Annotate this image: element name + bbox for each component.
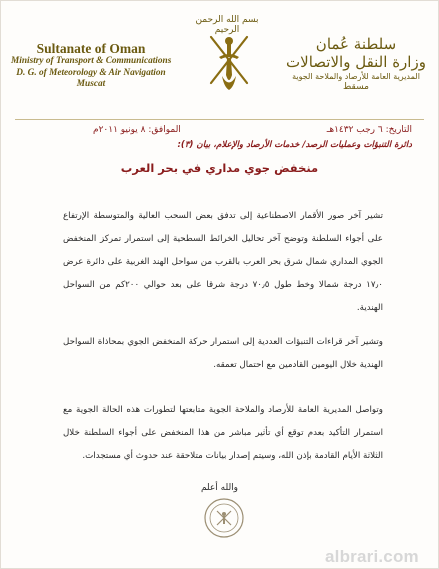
gregorian-date: الموافق: ٨ يونيو ٢٠١١م: [93, 125, 181, 135]
english-letterhead: [11, 41, 171, 91]
english-city-name: Muscat: [76, 79, 106, 89]
english-directorate-name: D. G. of Meteorology & Air Navigation: [16, 67, 166, 78]
oman-national-emblem-icon: [201, 29, 257, 93]
reference-line: دائرة التنبؤات وعمليات الرصد/ خدمات الأرصاد والإعلام، بيان (٣):: [177, 140, 412, 150]
emblem-caption: بسم الله الرحمن الرحيم: [195, 15, 259, 35]
site-watermark: albrari.com: [325, 547, 419, 566]
ministry-seal-icon: [203, 497, 245, 539]
arabic-city-name: مسقط: [343, 82, 369, 92]
body-paragraph: تشير آخر صور الأقمار الاصطناعية إلى تدفق بعض السحب العالية والمتوسطة الإرتفاع على أجواء السلطنة وتوضح آخر تحاليل الخرائط السطحية إلى استمرار تمركز المنخفض الجوي المداري شمال شرق بحر العرب بالقرب من سواحل الهند الغربية على دائرة عرض ١٧٫٠ درجة شمالا وخط طول ٧٠٫٥ درجة شرقا على بعد حوالي ٢٠٠كم من السواحل الهندية.: [63, 211, 383, 313]
header-divider: [15, 119, 424, 120]
body-paragraph: وتشير آخر قراءات التنبؤات العددية إلى استمرار حركة المنخفض الجوي بمحاذاة السواحل الهندية خلال اليومين القادمين مع احتمال تعمقه.: [63, 337, 383, 370]
english-ministry-name: Ministry of Transport & Communications: [11, 56, 172, 66]
arabic-letterhead: [286, 35, 426, 93]
hijri-date: التاريخ: ٦ رجب ١٤٣٢هـ: [326, 125, 412, 135]
arabic-directorate-name: المديرية العامة للأرصاد والملاحة الجوية: [292, 72, 420, 81]
body-paragraph: وتواصل المديرية العامة للأرصاد والملاحة الجوية متابعتها لتطورات هذه الحالة الجوية مع استمرار التأكيد بعدم توقع أي تأثير مباشر من هذا المنخفض على أجواء السلطنة خلال الثلاثة الأيام القادمة بإذن الله، وسيتم إصدار بيانات متلاحقة عند حدوث أي مستجدات.: [63, 405, 383, 461]
arabic-ministry-name: وزارة النقل والاتصالات: [286, 53, 426, 71]
closing-phrase: والله أعلم: [200, 483, 239, 493]
subject-title: منخفض جوي مداري في بحر العرب: [120, 161, 319, 175]
english-country-name: Sultanate of Oman: [36, 41, 146, 56]
arabic-country-name: سلطنة عُمان: [315, 35, 397, 53]
